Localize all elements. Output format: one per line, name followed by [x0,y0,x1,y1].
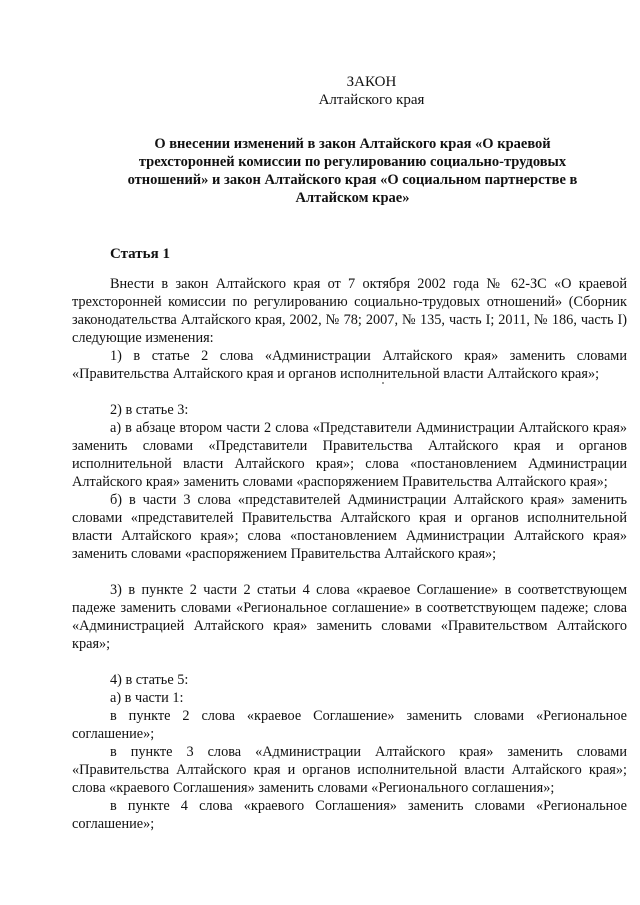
article-paragraph: 2) в статье 3: [110,402,189,418]
article-heading: Статья 1 [110,246,170,262]
law-region-heading: Алтайского края [318,92,425,108]
article-paragraph: 1) в статье 2 слова «Администрации Алтайского края» заменить словами «Правительства Алтайского края и органов исполнительной власти Алтайского края»; [72,348,627,382]
scan-speck [382,382,384,384]
article-paragraph: 4) в статье 5: [110,672,189,688]
article-paragraph: в пункте 2 слова «краевое Соглашение» заменить словами «Региональное соглашение»; [72,708,627,742]
law-type-heading: ЗАКОН [346,74,397,90]
article-paragraph: 3) в пункте 2 части 2 статьи 4 слова «краевое Соглашение» в соответствующем падеже заменить словами «Региональное соглашение» в соответствующем падеже; слова «Администрацией Алтайского края» заменить словами «Правительством Алтайского края»; [72,582,627,652]
article-paragraph: б) в части 3 слова «представителей Администрации Алтайского края» заменить словами «представителей Правительства Алтайского края и органов исполнительной власти Алтайского края»; слова «постановлением Администрации Алтайского края» заменить словами «распоряжением Правительства Алтайского края»; [72,492,627,562]
article-paragraph: Внести в закон Алтайского края от 7 октября 2002 года № 62-ЗС «О краевой трехсторонней комиссии по регулированию социально-трудовых отношений» (Сборник законодательства Алтайского края, 2002, № 78; 2007, № 135, часть I; 2011, № 186, часть I) следующие изменения: [72,276,627,346]
article-paragraph: в пункте 4 слова «краевого Соглашения» заменить словами «Региональное соглашение»; [72,798,627,832]
law-title: О внесении изменений в закон Алтайского края «О краевой трехсторонней комиссии по регулированию социально-трудовых отношений» и закон Алтайского края «О социальном партнерстве в Алтайском крае» [127,136,578,206]
document-page [72,73,627,833]
article-paragraph: а) в абзаце втором части 2 слова «Представители Администрации Алтайского края» заменить словами «Представители Правительства Алтайского края и органов исполнительной власти Алтайского края»; слова «постановлением Администрации Алтайского края» заменить словами «распоряжением Правительства Алтайского края»; [72,420,627,490]
article-paragraph: в пункте 3 слова «Администрации Алтайского края» заменить словами «Правительства Алтайского края и органов исполнительной власти Алтайского края»; слова «краевого Соглашения» заменить словами «Регионального соглашения»; [72,744,627,796]
article-paragraph: а) в части 1: [110,690,184,706]
